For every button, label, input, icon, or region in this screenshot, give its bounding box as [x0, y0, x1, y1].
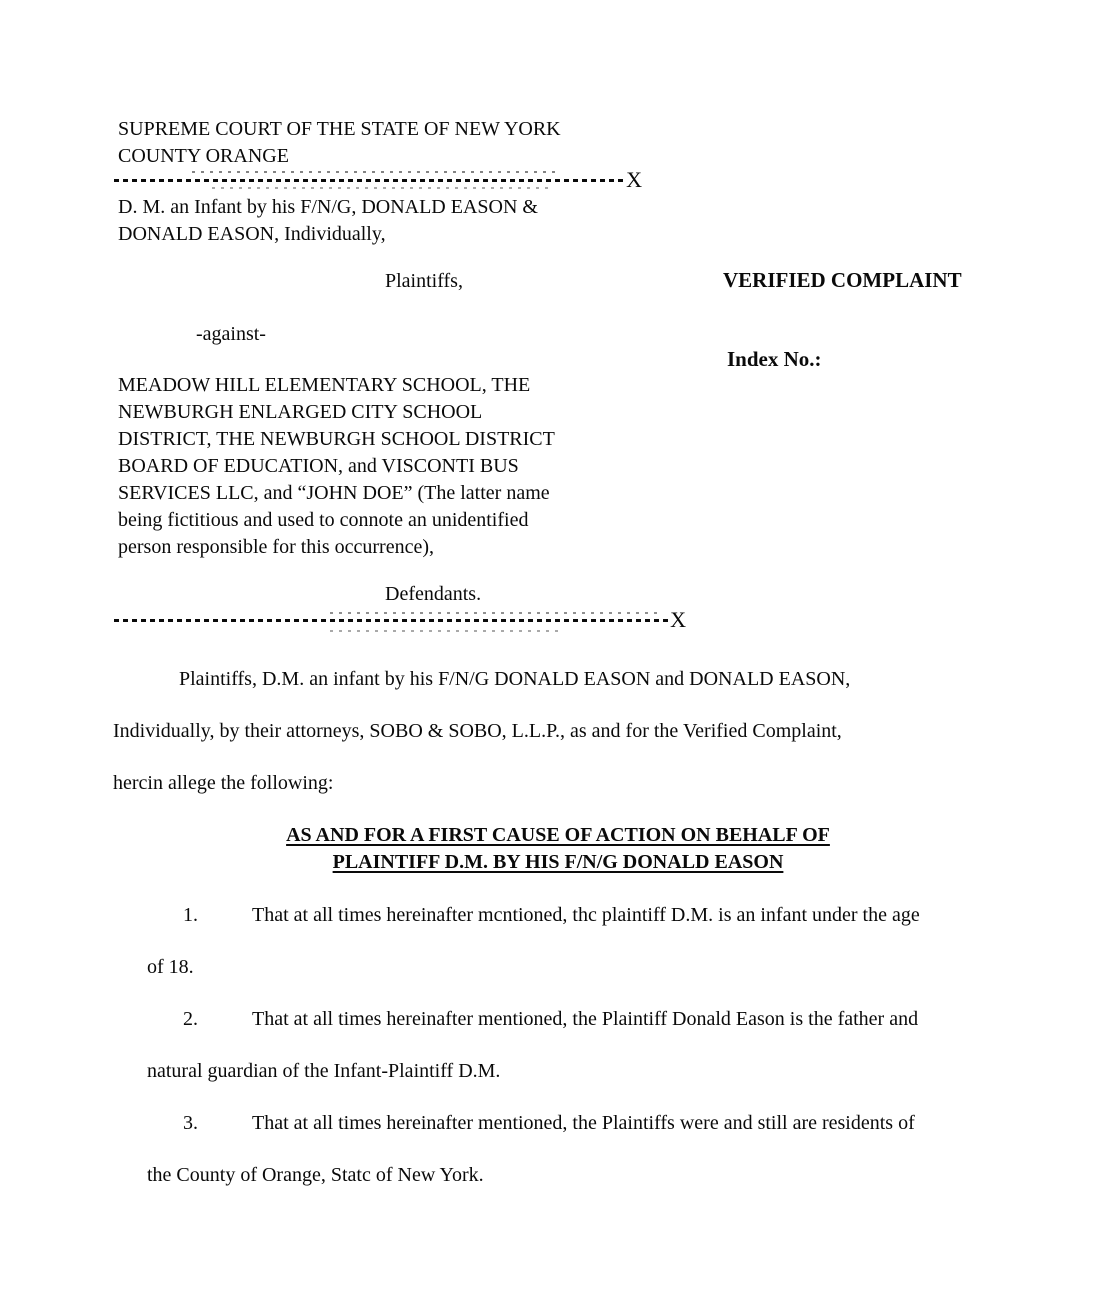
paragraph-first-line: [113, 1110, 1073, 1162]
scan-artifact: [330, 612, 660, 614]
defendant-line: person responsible for this occurrence),: [118, 536, 434, 558]
paragraph-3: [113, 1110, 1073, 1214]
heading-line: AS AND FOR A FIRST CAUSE OF ACTION ON BEHALF OF: [286, 824, 830, 846]
plaintiff-block: [118, 194, 538, 248]
paragraph-first-line: [113, 1006, 1073, 1058]
plaintiff-line: DONALD EASON, Individually,: [118, 223, 386, 245]
rule-x-glyph: X: [626, 167, 642, 192]
heading-line: PLAINTIFF D.M. BY HIS F/N/G DONALD EASON: [332, 851, 784, 873]
paragraph-number: 2.: [183, 1008, 198, 1030]
scan-artifact: [330, 630, 560, 632]
defendant-line: DISTRICT, THE NEWBURGH SCHOOL DISTRICT: [118, 428, 555, 450]
dashed-line: [114, 619, 669, 622]
defendant-line: MEADOW HILL ELEMENTARY SCHOOL, THE: [118, 374, 531, 396]
defendant-line: NEWBURGH ENLARGED CITY SCHOOL: [118, 401, 483, 423]
paragraph-continuation-line: natural guardian of the Infant-Plaintiff D.M.: [147, 1060, 501, 1082]
paragraph-2: [113, 1006, 1073, 1110]
plaintiff-line: D. M. an Infant by his F/N/G, DONALD EASON &: [118, 196, 538, 218]
paragraph-number: 3.: [183, 1112, 198, 1134]
scan-artifact: [212, 187, 552, 189]
index-no-label: Index No.:: [727, 347, 822, 371]
intro-line: Plaintiffs, D.M. an infant by his F/N/G DONALD EASON and DONALD EASON,: [179, 668, 851, 690]
intro-line: hercin allege the following:: [113, 772, 334, 794]
paragraph-text: That at all times hereinafter mcntioned, thc plaintiff D.M. is an infant under the age: [252, 904, 920, 926]
cause-of-action-heading: [113, 822, 1003, 876]
plaintiffs-label: Plaintiffs,: [385, 270, 463, 292]
paragraph-text: That at all times hereinafter mentioned, the Plaintiff Donald Eason is the father and: [252, 1008, 919, 1030]
intro-paragraph: [113, 666, 1063, 822]
defendant-line: being fictitious and used to connote an unidentified: [118, 509, 529, 531]
paragraph-first-line: [113, 902, 1073, 954]
rule-x-glyph: X: [670, 607, 686, 632]
paragraph-continuation-line: of 18.: [147, 956, 194, 978]
intro-line: Individually, by their attorneys, SOBO & SOBO, L.L.P., as and for the Verified Complaint,: [113, 720, 842, 742]
document-title: VERIFIED COMPLAINT: [723, 268, 962, 292]
defendant-line: BOARD OF EDUCATION, and VISCONTI BUS: [118, 455, 519, 477]
dashed-line: [114, 179, 625, 182]
court-header: [118, 116, 561, 170]
court-name: SUPREME COURT OF THE STATE OF NEW YORK: [118, 118, 561, 140]
defendant-block: [118, 372, 555, 561]
scan-artifact: [192, 171, 560, 173]
defendant-line: SERVICES LLC, and “JOHN DOE” (The latter name: [118, 482, 550, 504]
defendants-label: Defendants.: [385, 583, 482, 605]
against-label: -against-: [196, 323, 266, 345]
paragraph-1: [113, 902, 1073, 1006]
paragraph-text: That at all times hereinafter mentioned, the Plaintiffs were and still are residents of: [252, 1112, 915, 1134]
court-county: COUNTY ORANGE: [118, 145, 289, 167]
paragraph-continuation-line: the County of Orange, Statc of New York.: [147, 1164, 484, 1186]
paragraph-number: 1.: [183, 904, 198, 926]
